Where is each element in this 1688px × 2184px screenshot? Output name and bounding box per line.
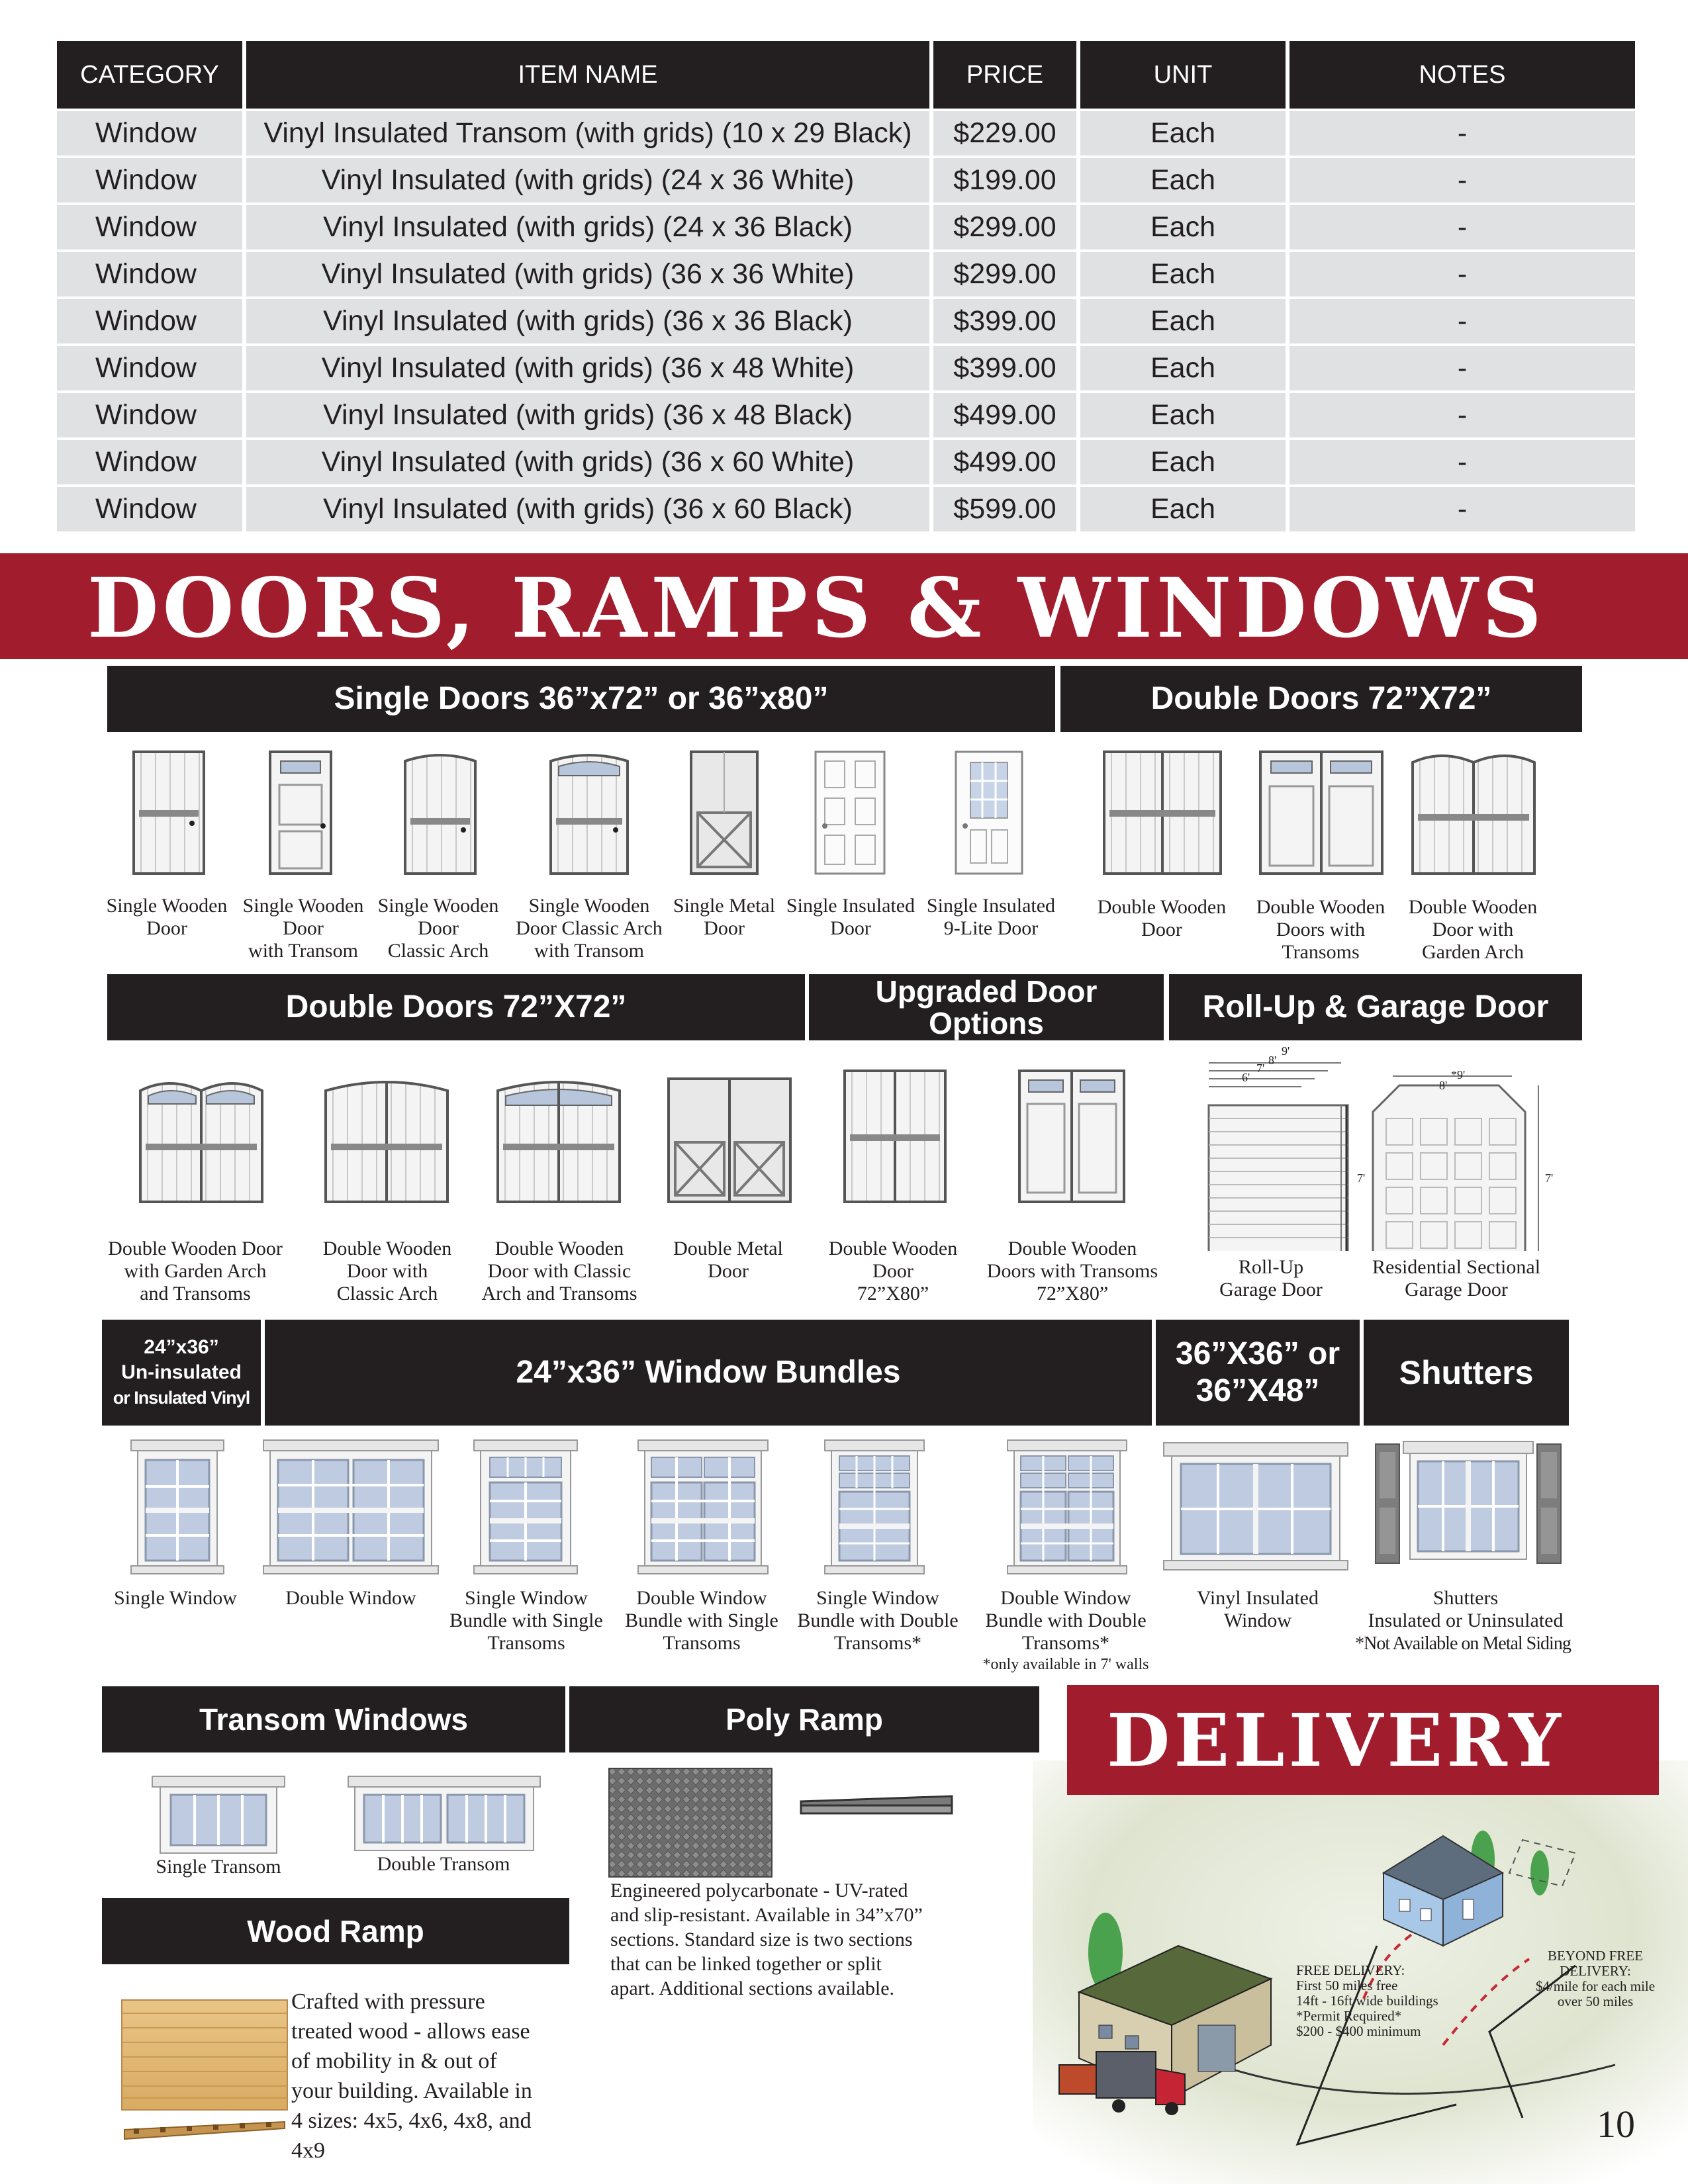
cell-item-name: Vinyl Insulated Transom (with grids) (10 x 29 Black): [246, 111, 929, 156]
caption-line: Transoms*: [1021, 1632, 1110, 1654]
caption-line: and Transoms: [140, 1283, 251, 1304]
caption-line: Transoms: [487, 1632, 565, 1654]
double-doors-header-2: Double Doors 72”X72”: [107, 974, 805, 1040]
caption-line: Double Metal: [673, 1238, 783, 1259]
caption-line: Shutters: [1432, 1587, 1499, 1609]
poly-line-2: and slip-resistant. Available in 34”x70”: [610, 1904, 923, 1926]
vinyl-line-3: or Insulated Vinyl: [113, 1388, 250, 1408]
caption-line: Garden Arch: [1421, 941, 1524, 963]
cell-notes: -: [1289, 158, 1635, 203]
cell-notes: -: [1289, 205, 1635, 250]
caption-line: Door with: [1432, 919, 1514, 940]
door-row2-illustrations: [0, 1052, 1688, 1251]
dim-rollup-9: 9': [1282, 1044, 1290, 1058]
vinyl-line-2: Un-insulated: [121, 1361, 242, 1383]
door-caption: [665, 895, 784, 940]
page-number: 10: [1597, 2103, 1635, 2146]
caption-line: Bundle with Single: [625, 1610, 778, 1631]
caption-line: Single Metal: [673, 895, 776, 917]
single-transom-caption: Single Transom: [156, 1856, 281, 1878]
large-window-header: [1156, 1320, 1360, 1426]
only-7ft-note: *only available in 7' walls: [982, 1656, 1149, 1673]
poly-ramp-illustration: [608, 1767, 978, 1880]
wood-ramp-illustration: [120, 1999, 293, 2151]
door-single-wooden-transom-icon: [270, 752, 331, 874]
cell-notes: -: [1289, 111, 1635, 156]
dim-rollup-7b: 7': [1357, 1171, 1366, 1185]
upgraded-line-1: Upgraded Door: [875, 974, 1098, 1009]
cell-unit: Each: [1080, 440, 1286, 484]
poly-ramp-texture: [609, 1768, 772, 1877]
section-title-banner: [0, 553, 1688, 659]
caption-line: with Transom: [248, 940, 358, 962]
wood-line-6: 4x9: [291, 2138, 325, 2163]
door-double-classic-arch-transoms-icon: [498, 1081, 620, 1202]
caption-line: 72”X80”: [1036, 1283, 1109, 1304]
window-caption: [437, 1587, 616, 1655]
door-caption: [810, 1238, 976, 1305]
caption-line: Vinyl Insulated: [1197, 1587, 1319, 1609]
single-window-single-transom-icon: [474, 1440, 577, 1574]
door-caption: [236, 895, 371, 962]
caption-line: Door with Classic: [487, 1260, 632, 1282]
caption-line: Classic Arch: [336, 1283, 438, 1304]
window-caption: [1340, 1587, 1591, 1632]
cell-item-name: Vinyl Insulated (with grids) (36 x 36 White): [246, 252, 929, 296]
col-header-notes: NOTES: [1289, 41, 1635, 109]
door-caption: [655, 1238, 801, 1283]
free-line-4: *Permit Required*: [1296, 2008, 1402, 2024]
door-single-arch-transom-icon: [551, 755, 628, 874]
door-double-metal-icon: [669, 1079, 790, 1202]
section-title: DOORS, RAMPS & WINDOWS: [87, 561, 1546, 657]
caption-line: Residential Sectional: [1372, 1256, 1541, 1278]
cell-notes: -: [1289, 252, 1635, 296]
double-transom-caption: Double Transom: [377, 1853, 510, 1875]
cell-category: Window: [57, 393, 242, 437]
cell-category: Window: [57, 111, 242, 156]
transom-illustrations: [132, 1774, 556, 1866]
door-double-garden-transoms-icon: [140, 1083, 262, 1202]
caption-line: Double Wooden: [494, 1238, 624, 1259]
wood-line-3: of mobility in & out of: [291, 2049, 497, 2073]
window-caption: [966, 1587, 1165, 1655]
shutters-icon: [1376, 1441, 1561, 1563]
window-caption: [1165, 1587, 1350, 1632]
caption-line: Double Window: [285, 1587, 416, 1609]
caption-line: Double Wooden: [828, 1238, 958, 1259]
door-caption: [921, 895, 1060, 940]
door-double-wooden-icon: [1104, 752, 1221, 874]
dim-rollup-8: 8': [1268, 1054, 1277, 1067]
caption-line: Window: [1223, 1610, 1292, 1631]
cell-unit: Each: [1080, 487, 1286, 531]
upgraded-line-2: Options: [929, 1006, 1044, 1040]
beyond-line-2: DELIVERY:: [1560, 1963, 1631, 1979]
caption-line: Single Window: [465, 1587, 588, 1609]
caption-line: Single Insulated: [786, 895, 915, 917]
window-caption: [609, 1587, 794, 1655]
door-single-insulated-icon: [816, 752, 884, 874]
caption-line: Doors with Transoms: [986, 1260, 1158, 1282]
caption-line: Transoms: [663, 1632, 741, 1654]
door-single-wooden-icon: [134, 752, 204, 874]
door-double-wooden-transoms-icon: [1260, 752, 1382, 874]
dim-rollup-6: 6': [1242, 1071, 1250, 1084]
caption-line: Bundle with Single: [449, 1610, 603, 1631]
rollup-garage-header: Roll-Up & Garage Door: [1169, 974, 1582, 1040]
cell-category: Window: [57, 346, 242, 390]
cell-item-name: Vinyl Insulated (with grids) (24 x 36 Black): [246, 205, 929, 250]
caption-line: Doors with: [1276, 919, 1366, 940]
price-table: [53, 38, 1639, 534]
caption-line: Door: [708, 1260, 749, 1282]
cell-notes: -: [1289, 487, 1635, 531]
window-caption: [265, 1587, 437, 1610]
cell-category: Window: [57, 205, 242, 250]
double-window-double-transom-icon: [1008, 1440, 1127, 1574]
cell-unit: Each: [1080, 252, 1286, 296]
window-caption: [99, 1587, 252, 1610]
caption-line: with Garden Arch: [124, 1260, 267, 1282]
dim-sectional-9: *9': [1451, 1068, 1466, 1081]
door-single-classic-arch-icon: [405, 755, 475, 874]
vinyl-insulated-window-icon: [1164, 1443, 1348, 1570]
poly-ramp-profile: [801, 1796, 952, 1805]
caption-line: Single Wooden: [242, 895, 364, 917]
wood-line-2: treated wood - allows ease: [291, 2019, 530, 2044]
door-caption: [99, 1238, 291, 1305]
cell-price: $499.00: [933, 440, 1076, 484]
free-line-3: 14ft - 16ft wide buildings: [1296, 1993, 1438, 2009]
caption-line: Single Window: [114, 1587, 237, 1609]
caption-line: Door Classic Arch: [516, 917, 663, 939]
vinyl-window-header: [102, 1320, 261, 1426]
door-caption: [1350, 1256, 1562, 1301]
cell-category: Window: [57, 299, 242, 343]
cell-item-name: Vinyl Insulated (with grids) (36 x 36 Black): [246, 299, 929, 343]
cell-price: $399.00: [933, 299, 1076, 343]
door-caption: [1192, 1256, 1350, 1301]
wood-line-5: 4 sizes: 4x5, 4x6, 4x8, and: [291, 2109, 532, 2133]
wood-ramp-description: [291, 1987, 576, 2165]
cell-price: $399.00: [933, 346, 1076, 390]
caption-line: Door: [146, 917, 187, 939]
wood-ramp-top: [122, 2000, 287, 2110]
cell-unit: Each: [1080, 299, 1286, 343]
table-body: [57, 111, 1635, 531]
table-row: [57, 205, 1635, 250]
dim-sectional-7: 7': [1545, 1171, 1554, 1185]
single-doors-header: Single Doors 36”x72” or 36”x80”: [107, 666, 1055, 732]
delivery-title: DELIVERY: [1107, 1698, 1565, 1783]
caption-line: Door: [418, 917, 459, 939]
window-row-illustrations: [0, 1436, 1688, 1575]
cell-item-name: Vinyl Insulated (with grids) (24 x 36 White): [246, 158, 929, 203]
door-caption: [99, 895, 234, 940]
caption-line: Transoms: [1282, 941, 1360, 963]
window-bundles-header: 24”x36” Window Bundles: [265, 1320, 1152, 1426]
transom-windows-header: Transom Windows: [102, 1686, 565, 1752]
cell-item-name: Vinyl Insulated (with grids) (36 x 48 Black): [246, 393, 929, 437]
cell-unit: Each: [1080, 205, 1286, 250]
cell-category: Window: [57, 487, 242, 531]
wood-ramp-header: Wood Ramp: [102, 1898, 569, 1964]
double-window-icon: [263, 1440, 438, 1574]
cell-notes: -: [1289, 346, 1635, 390]
cell-price: $599.00: [933, 487, 1076, 531]
shutters-header: Shutters: [1364, 1320, 1569, 1426]
caption-line: with Transom: [534, 940, 644, 962]
beyond-line-4: over 50 miles: [1557, 1993, 1634, 2009]
cell-item-name: Vinyl Insulated (with grids) (36 x 60 Black): [246, 487, 929, 531]
cell-unit: Each: [1080, 346, 1286, 390]
poly-line-1: Engineered polycarbonate - UV-rated: [610, 1880, 908, 1901]
table-row: [57, 393, 1635, 437]
poly-line-3: sections. Standard size is two sections: [610, 1929, 913, 1950]
door-caption: [781, 895, 920, 940]
door-row1-illustrations: [0, 741, 1688, 887]
poly-ramp-header: Poly Ramp: [569, 1686, 1039, 1752]
free-delivery-note: [1296, 1963, 1495, 2039]
single-window-double-transom-icon: [825, 1440, 924, 1574]
cell-category: Window: [57, 158, 242, 203]
garage-rollup-icon: [1209, 1063, 1348, 1251]
cell-price: $229.00: [933, 111, 1076, 156]
garage-sectional-icon: [1373, 1076, 1538, 1251]
caption-line: Double Wooden: [1097, 896, 1227, 918]
table-header-row: [57, 41, 1635, 109]
caption-line: Door: [830, 917, 871, 939]
poly-line-5: apart. Additional sections available.: [610, 1978, 895, 1999]
caption-line: Door with: [346, 1260, 428, 1282]
single-transom-icon: [152, 1776, 285, 1853]
window-caption: [785, 1587, 970, 1655]
cell-item-name: Vinyl Insulated (with grids) (36 x 48 White): [246, 346, 929, 390]
caption-line: Door: [1141, 919, 1182, 940]
door-caption: [305, 1238, 470, 1305]
table-row: [57, 346, 1635, 390]
caption-line: Door: [704, 917, 745, 939]
caption-line: Transoms*: [833, 1632, 922, 1654]
door-double-wooden-72x80-icon: [845, 1071, 945, 1202]
caption-line: Single Wooden: [528, 895, 650, 917]
caption-line: Single Window: [816, 1587, 939, 1609]
caption-line: Double Wooden Door: [108, 1238, 283, 1259]
caption-line: Arch and Transoms: [481, 1283, 637, 1304]
caption-line: Insulated or Uninsulated: [1368, 1610, 1564, 1631]
col-header-price: PRICE: [933, 41, 1076, 109]
table-row: [57, 111, 1635, 156]
beyond-line-3: $4/mile for each mile: [1535, 1978, 1656, 1994]
door-caption: [986, 1238, 1158, 1305]
cell-price: $199.00: [933, 158, 1076, 203]
caption-line: Single Wooden: [106, 895, 228, 917]
caption-line: Bundle with Double: [797, 1610, 959, 1631]
door-caption: [1390, 896, 1556, 964]
double-transom-icon: [348, 1776, 540, 1850]
caption-line: 9-Lite Door: [943, 917, 1039, 939]
door-caption: [510, 895, 669, 962]
door-double-transoms-72x80-icon: [1019, 1071, 1124, 1202]
free-line-5: $200 - $400 minimum: [1296, 2023, 1421, 2039]
caption-line: Garage Door: [1219, 1279, 1323, 1300]
caption-line: Double Wooden: [1256, 896, 1385, 918]
upgraded-door-options-header: [809, 974, 1164, 1040]
cell-price: $299.00: [933, 205, 1076, 250]
table-row: [57, 252, 1635, 296]
door-double-garden-arch-icon: [1413, 756, 1534, 874]
large-line-1: 36”X36” or: [1175, 1336, 1340, 1371]
poly-line-4: that can be linked together or split: [610, 1953, 882, 1975]
door-double-classic-arch-icon: [326, 1081, 447, 1202]
delivery-banner: [1067, 1685, 1659, 1795]
door-caption: [371, 895, 506, 962]
caption-line: Double Window: [1000, 1587, 1131, 1609]
caption-line: Garage Door: [1405, 1279, 1508, 1300]
col-header-category: CATEGORY: [57, 41, 242, 109]
caption-line: Double Window: [636, 1587, 767, 1609]
dim-rollup-7a: 7': [1256, 1062, 1265, 1075]
door-caption: [470, 1238, 649, 1305]
double-window-single-transom-icon: [638, 1440, 768, 1574]
large-line-2: 36”X48”: [1196, 1373, 1320, 1408]
caption-line: Door: [872, 1260, 914, 1282]
table-row: [57, 158, 1635, 203]
door-single-9-lite-icon: [956, 752, 1022, 874]
col-header-item-name: ITEM NAME: [246, 41, 929, 109]
door-single-metal-icon: [691, 752, 757, 874]
cell-price: $299.00: [933, 252, 1076, 296]
cell-unit: Each: [1080, 111, 1286, 156]
cell-price: $499.00: [933, 393, 1076, 437]
cell-category: Window: [57, 440, 242, 484]
single-window-icon: [131, 1440, 224, 1574]
caption-line: Roll-Up: [1238, 1256, 1304, 1278]
cell-notes: -: [1289, 299, 1635, 343]
not-metal-note: *Not Available on Metal Siding: [1355, 1633, 1571, 1654]
caption-line: Double Wooden: [1008, 1238, 1137, 1259]
cell-notes: -: [1289, 440, 1635, 484]
caption-line: Double Wooden: [1408, 896, 1538, 918]
wood-ramp-side: [124, 2122, 285, 2139]
caption-line: Single Insulated: [926, 895, 1056, 917]
caption-line: Double Wooden: [322, 1238, 452, 1259]
vinyl-line-1: 24”x36”: [144, 1336, 219, 1358]
caption-line: Single Wooden: [377, 895, 499, 917]
caption-line: Bundle with Double: [985, 1610, 1147, 1631]
door-caption: [1079, 896, 1244, 941]
cell-item-name: Vinyl Insulated (with grids) (36 x 60 White): [246, 440, 929, 484]
poly-ramp-description: [610, 1878, 1047, 2001]
dim-sectional-8: 8': [1439, 1079, 1448, 1092]
beyond-line-1: BEYOND FREE: [1547, 1948, 1644, 1964]
col-header-unit: UNIT: [1080, 41, 1286, 109]
beyond-delivery-note: [1516, 1948, 1675, 2009]
cell-category: Window: [57, 252, 242, 296]
table-row: [57, 440, 1635, 484]
table-row: [57, 299, 1635, 343]
table-row: [57, 487, 1635, 531]
cell-notes: -: [1289, 393, 1635, 437]
free-line-2: First 50 miles free: [1296, 1978, 1398, 1993]
wood-line-1: Crafted with pressure: [291, 1989, 485, 2014]
door-caption: [1238, 896, 1403, 964]
caption-line: Classic Arch: [387, 940, 489, 962]
caption-line: Door: [283, 917, 324, 939]
cell-unit: Each: [1080, 158, 1286, 203]
double-doors-header-1: Double Doors 72”X72”: [1060, 666, 1582, 732]
free-line-1: FREE DELIVERY:: [1296, 1962, 1405, 1978]
caption-line: 72”X80”: [857, 1283, 929, 1304]
cell-unit: Each: [1080, 393, 1286, 437]
wood-line-4: your building. Available in: [291, 2079, 532, 2103]
